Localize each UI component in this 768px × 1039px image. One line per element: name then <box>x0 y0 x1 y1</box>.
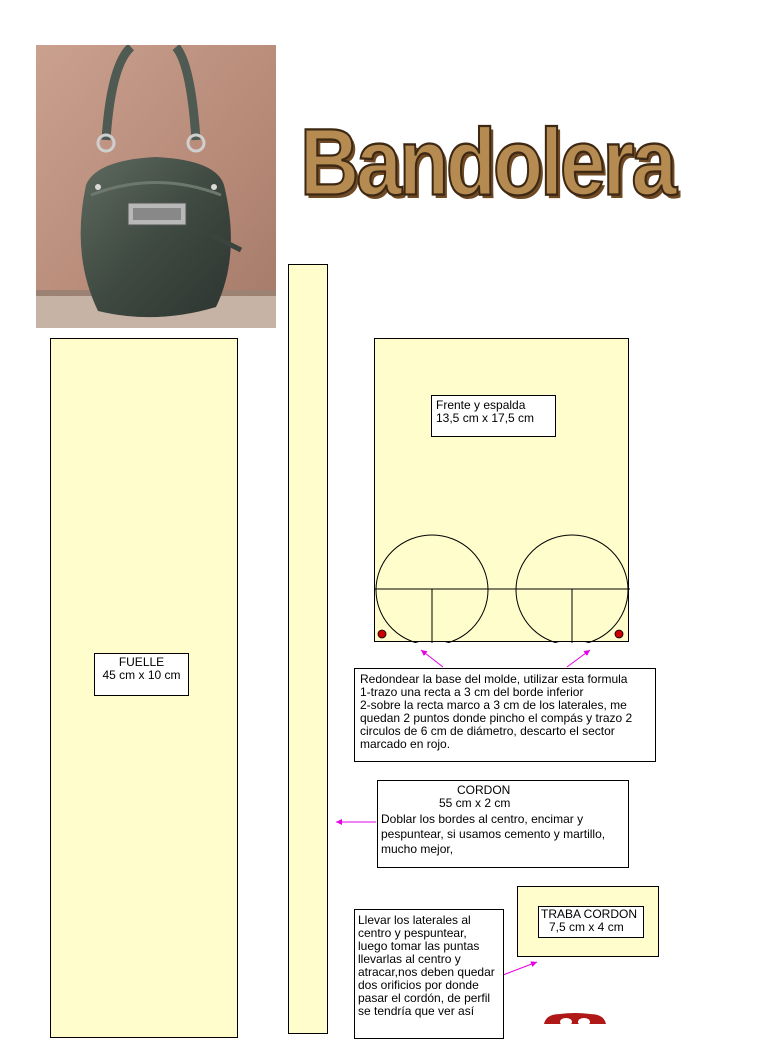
laterales-line: atracar,nos deben quedar <box>358 965 495 979</box>
cordon-size: 55 cm x 2 cm <box>439 796 511 810</box>
laterales-line: llevarlas al centro y <box>358 952 461 966</box>
traba-label <box>538 906 644 938</box>
arrow-round-left <box>421 650 443 667</box>
cordon-name: CORDON <box>457 783 511 797</box>
traba-name: TRABA CORDON <box>541 907 638 921</box>
instruction-line: Redondear la base del molde, utilizar esta formula <box>360 672 628 686</box>
instruction-line: marcado en rojo. <box>360 737 451 751</box>
cordon-instruction-line: Doblar los bordes al centro, encimar y <box>381 812 584 826</box>
traba-size: 7,5 cm x 4 cm <box>549 920 624 934</box>
laterales-line: luego tomar las puntas <box>358 939 480 953</box>
arrow-traba <box>503 962 537 975</box>
instruction-line: quedan 2 puntos donde pincho el compás y trazo 2 <box>360 711 633 725</box>
arrow-round-right <box>567 650 590 667</box>
frente-size: 13,5 cm x 17,5 cm <box>436 411 535 425</box>
laterales-line: centro y pespuntear, <box>358 926 467 940</box>
cordon-instruction-line: mucho mejor, <box>381 842 454 856</box>
instruction-line: 1-trazo una recta a 3 cm del borde inferior <box>360 685 584 699</box>
frente-name: Frente y espalda <box>436 398 526 412</box>
cordon-instruction-line: pespuntear, si usamos cemento y martillo, <box>381 827 606 841</box>
instruction-line: circulos de 6 cm de diámetro, descarto el sector <box>360 724 615 738</box>
laterales-line: dos orificios por donde <box>358 978 479 992</box>
laterales-line: se tendría que ver así <box>358 1004 475 1018</box>
fuelle-size: 45 cm x 10 cm <box>102 668 181 682</box>
traba-cordon-pattern <box>517 886 659 957</box>
laterales-line: Llevar los laterales al <box>358 913 471 927</box>
laterales-line: pasar el cordón, de perfil <box>358 991 491 1005</box>
profile-sketch <box>540 1010 610 1024</box>
laterales-instructions <box>354 909 504 1039</box>
rounding-instructions <box>354 668 656 762</box>
cordon-box <box>377 780 629 868</box>
fuelle-name: FUELLE <box>118 655 165 669</box>
instruction-line: 2-sobre la recta marco a 3 cm de los laterales, me <box>360 698 627 712</box>
page-title: Bandolera <box>300 110 674 215</box>
